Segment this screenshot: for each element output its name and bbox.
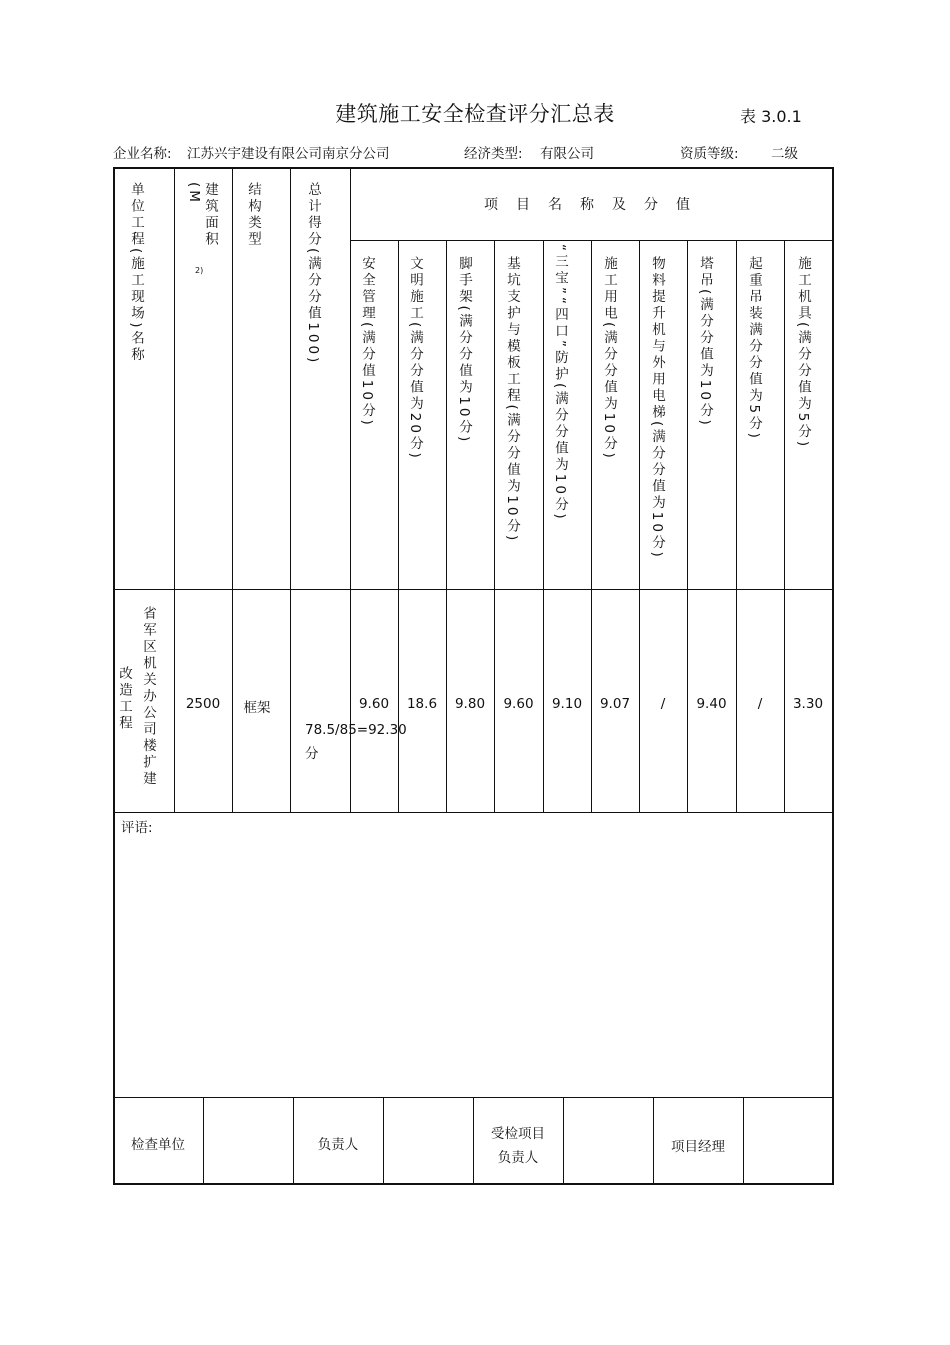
col-civilized: 文明施工(满分分值为20分): [407, 256, 423, 461]
score-cell: 9.07: [599, 696, 631, 712]
company-name: 江苏兴宇建设有限公司南京分公司: [187, 146, 390, 162]
unit-name-suffix: 改造工程: [116, 666, 132, 732]
score-cell: 9.60: [503, 696, 534, 712]
group-title: 项目名称及分值: [484, 197, 708, 213]
col-total: 总计得分(满分分值100): [305, 182, 321, 366]
score-cell: 9.80: [454, 696, 486, 712]
econ-type-label: 经济类型:: [464, 146, 523, 162]
area-value: 2500: [185, 696, 221, 712]
col-hoist: 物料提升机与外用电梯(满分分值为10分): [649, 256, 665, 560]
score-cell: 9.60: [358, 696, 390, 712]
col-area: 建筑面积(M: [186, 182, 218, 248]
structure-value: 框架: [243, 700, 271, 716]
score-cell: 9.10: [551, 696, 583, 712]
score-cell: 9.40: [696, 696, 727, 712]
col-tower-crane: 塔吊(满分分值为10分): [697, 256, 713, 428]
econ-type: 有限公司: [540, 146, 594, 162]
comment-label: 评语:: [121, 820, 153, 836]
inspect-unit-label: 检查单位: [131, 1137, 185, 1153]
col-excavation: 基坑支护与模板工程(满分分值为10分): [504, 256, 520, 544]
col-lifting: 起重吊装满分分值为5分): [746, 256, 762, 441]
col-structure: 结构类型: [245, 182, 261, 248]
grade: 二级: [771, 146, 798, 162]
inspected-project-label: 受检项目: [491, 1126, 545, 1142]
col-protection: “三宝”“四口”防护(满分分值为10分): [552, 244, 568, 522]
inspected-person-label: 负责人: [497, 1150, 539, 1166]
col-electricity: 施工用电(满分分值为10分): [601, 256, 617, 461]
total-score-unit: 分: [305, 746, 319, 762]
col-scaffold: 脚手架(满分分值为10分): [456, 256, 472, 445]
company-label: 企业名称:: [113, 146, 172, 162]
grade-label: 资质等级:: [680, 146, 739, 162]
page-title: 建筑施工安全检查评分汇总表: [335, 102, 615, 126]
score-cell: 18.6: [406, 696, 438, 712]
score-cell: /: [660, 696, 666, 712]
col-unit-name: 单位工程(施工现场)名称: [128, 182, 144, 364]
unit-name-main: 省军区机关办公司楼扩建: [140, 606, 156, 788]
col-safety-mgmt: 安全管理(满分值10分): [359, 256, 375, 428]
project-manager-label: 项目经理: [671, 1139, 725, 1155]
person-in-charge-label: 负责人: [317, 1137, 359, 1153]
score-cell: /: [757, 696, 763, 712]
table-number: 表 3.0.1: [740, 107, 802, 126]
col-area-unit: 2): [195, 266, 204, 275]
col-machinery: 施工机具(满分分值为5分): [795, 256, 811, 450]
total-score: 78.5/85=92.30: [305, 722, 407, 738]
score-cell: 3.30: [792, 696, 824, 712]
